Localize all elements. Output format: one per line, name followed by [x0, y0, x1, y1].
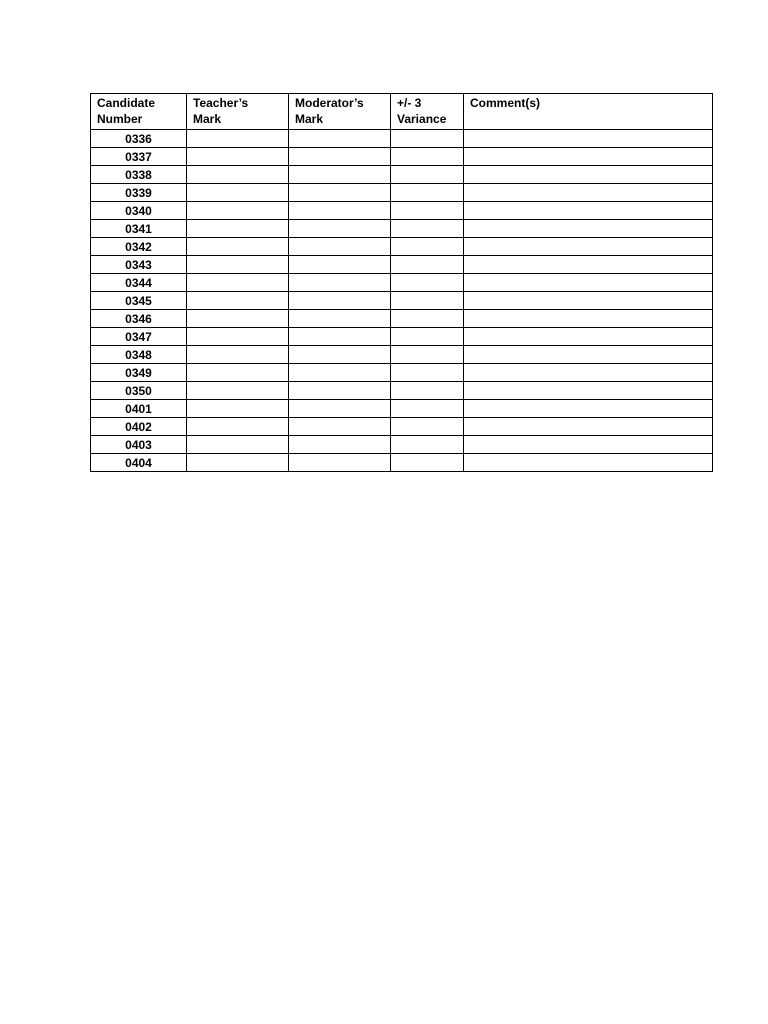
candidate-number-cell: 0348 — [91, 346, 187, 364]
table-row — [91, 238, 713, 256]
comments-cell[interactable] — [464, 382, 713, 400]
variance-cell[interactable] — [391, 166, 464, 184]
teachers-mark-cell[interactable] — [187, 256, 289, 274]
comments-cell[interactable] — [464, 148, 713, 166]
table-row — [91, 364, 713, 382]
table-row — [91, 130, 713, 148]
moderators-mark-cell[interactable] — [289, 310, 391, 328]
header-text: Candidate — [97, 96, 156, 110]
header-text: Variance — [397, 112, 447, 126]
teachers-mark-cell[interactable] — [187, 166, 289, 184]
table-body — [91, 130, 713, 472]
teachers-mark-cell[interactable] — [187, 220, 289, 238]
teachers-mark-cell[interactable] — [187, 400, 289, 418]
candidate-number-cell: 0402 — [91, 418, 187, 436]
header-comments — [464, 94, 713, 130]
comments-cell[interactable] — [464, 292, 713, 310]
table-row — [91, 202, 713, 220]
moderators-mark-cell[interactable] — [289, 220, 391, 238]
teachers-mark-cell[interactable] — [187, 418, 289, 436]
variance-cell[interactable] — [391, 364, 464, 382]
variance-cell[interactable] — [391, 274, 464, 292]
marks-table — [90, 93, 713, 472]
comments-cell[interactable] — [464, 166, 713, 184]
variance-cell[interactable] — [391, 256, 464, 274]
candidate-number-cell: 0337 — [91, 148, 187, 166]
header-text: Moderator’s — [295, 96, 364, 110]
variance-cell[interactable] — [391, 130, 464, 148]
table-row — [91, 328, 713, 346]
teachers-mark-cell[interactable] — [187, 202, 289, 220]
variance-cell[interactable] — [391, 238, 464, 256]
comments-cell[interactable] — [464, 436, 713, 454]
comments-cell[interactable] — [464, 256, 713, 274]
moderators-mark-cell[interactable] — [289, 202, 391, 220]
table-row — [91, 418, 713, 436]
moderators-mark-cell[interactable] — [289, 184, 391, 202]
moderators-mark-cell[interactable] — [289, 328, 391, 346]
candidate-number-cell: 0342 — [91, 238, 187, 256]
variance-cell[interactable] — [391, 346, 464, 364]
table-row — [91, 256, 713, 274]
teachers-mark-cell[interactable] — [187, 148, 289, 166]
teachers-mark-cell[interactable] — [187, 184, 289, 202]
moderators-mark-cell[interactable] — [289, 148, 391, 166]
moderators-mark-cell[interactable] — [289, 292, 391, 310]
comments-cell[interactable] — [464, 274, 713, 292]
comments-cell[interactable] — [464, 454, 713, 472]
moderators-mark-cell[interactable] — [289, 256, 391, 274]
header-text: Mark — [193, 112, 222, 126]
header-text: Mark — [295, 112, 324, 126]
comments-cell[interactable] — [464, 130, 713, 148]
table-row — [91, 292, 713, 310]
variance-cell[interactable] — [391, 400, 464, 418]
comments-cell[interactable] — [464, 310, 713, 328]
moderators-mark-cell[interactable] — [289, 166, 391, 184]
variance-cell[interactable] — [391, 418, 464, 436]
candidate-number-cell: 0341 — [91, 220, 187, 238]
moderators-mark-cell[interactable] — [289, 400, 391, 418]
candidate-number-cell: 0403 — [91, 436, 187, 454]
comments-cell[interactable] — [464, 202, 713, 220]
comments-cell[interactable] — [464, 184, 713, 202]
variance-cell[interactable] — [391, 184, 464, 202]
variance-cell[interactable] — [391, 436, 464, 454]
candidate-number-cell: 0345 — [91, 292, 187, 310]
table-row — [91, 220, 713, 238]
table-row — [91, 346, 713, 364]
teachers-mark-cell[interactable] — [187, 238, 289, 256]
header-row — [91, 94, 713, 130]
header-text: Teacher’s — [193, 96, 249, 110]
table-row — [91, 436, 713, 454]
candidate-number-cell: 0340 — [91, 202, 187, 220]
candidate-number-cell: 0336 — [91, 130, 187, 148]
teachers-mark-cell[interactable] — [187, 382, 289, 400]
moderators-mark-cell[interactable] — [289, 418, 391, 436]
teachers-mark-cell[interactable] — [187, 292, 289, 310]
header-text: Number — [97, 112, 143, 126]
moderators-mark-cell[interactable] — [289, 346, 391, 364]
variance-cell[interactable] — [391, 454, 464, 472]
header-variance — [391, 94, 464, 130]
header-text: Comment(s) — [470, 96, 541, 110]
comments-cell[interactable] — [464, 400, 713, 418]
header-text: +/- 3 — [397, 96, 422, 110]
comments-cell[interactable] — [464, 220, 713, 238]
teachers-mark-cell[interactable] — [187, 364, 289, 382]
variance-cell[interactable] — [391, 382, 464, 400]
teachers-mark-cell[interactable] — [187, 130, 289, 148]
teachers-mark-cell[interactable] — [187, 454, 289, 472]
candidate-number-cell: 0338 — [91, 166, 187, 184]
table-header — [91, 94, 713, 130]
variance-cell[interactable] — [391, 220, 464, 238]
candidate-number-cell: 0339 — [91, 184, 187, 202]
comments-cell[interactable] — [464, 328, 713, 346]
comments-cell[interactable] — [464, 418, 713, 436]
teachers-mark-cell[interactable] — [187, 274, 289, 292]
moderators-mark-cell[interactable] — [289, 454, 391, 472]
table-row — [91, 148, 713, 166]
variance-cell[interactable] — [391, 328, 464, 346]
table-row — [91, 184, 713, 202]
teachers-mark-cell[interactable] — [187, 346, 289, 364]
candidate-number-cell: 0347 — [91, 328, 187, 346]
comments-cell[interactable] — [464, 364, 713, 382]
candidate-number-cell: 0404 — [91, 454, 187, 472]
moderators-mark-cell[interactable] — [289, 364, 391, 382]
variance-cell[interactable] — [391, 202, 464, 220]
table-row — [91, 166, 713, 184]
moderators-mark-cell[interactable] — [289, 130, 391, 148]
table-row — [91, 274, 713, 292]
candidate-number-cell: 0350 — [91, 382, 187, 400]
table-row — [91, 454, 713, 472]
moderators-mark-cell[interactable] — [289, 436, 391, 454]
candidate-number-cell: 0344 — [91, 274, 187, 292]
moderators-mark-cell[interactable] — [289, 274, 391, 292]
candidate-number-cell: 0349 — [91, 364, 187, 382]
moderators-mark-cell[interactable] — [289, 238, 391, 256]
comments-cell[interactable] — [464, 238, 713, 256]
candidate-number-cell: 0343 — [91, 256, 187, 274]
moderators-mark-cell[interactable] — [289, 382, 391, 400]
teachers-mark-cell[interactable] — [187, 310, 289, 328]
header-candidate-number — [91, 94, 187, 130]
comments-cell[interactable] — [464, 346, 713, 364]
table-row — [91, 382, 713, 400]
variance-cell[interactable] — [391, 148, 464, 166]
header-moderators-mark — [289, 94, 391, 130]
table-row — [91, 310, 713, 328]
candidate-number-cell: 0401 — [91, 400, 187, 418]
teachers-mark-cell[interactable] — [187, 436, 289, 454]
teachers-mark-cell[interactable] — [187, 328, 289, 346]
variance-cell[interactable] — [391, 292, 464, 310]
candidate-number-cell: 0346 — [91, 310, 187, 328]
header-teachers-mark — [187, 94, 289, 130]
table-row — [91, 400, 713, 418]
variance-cell[interactable] — [391, 310, 464, 328]
